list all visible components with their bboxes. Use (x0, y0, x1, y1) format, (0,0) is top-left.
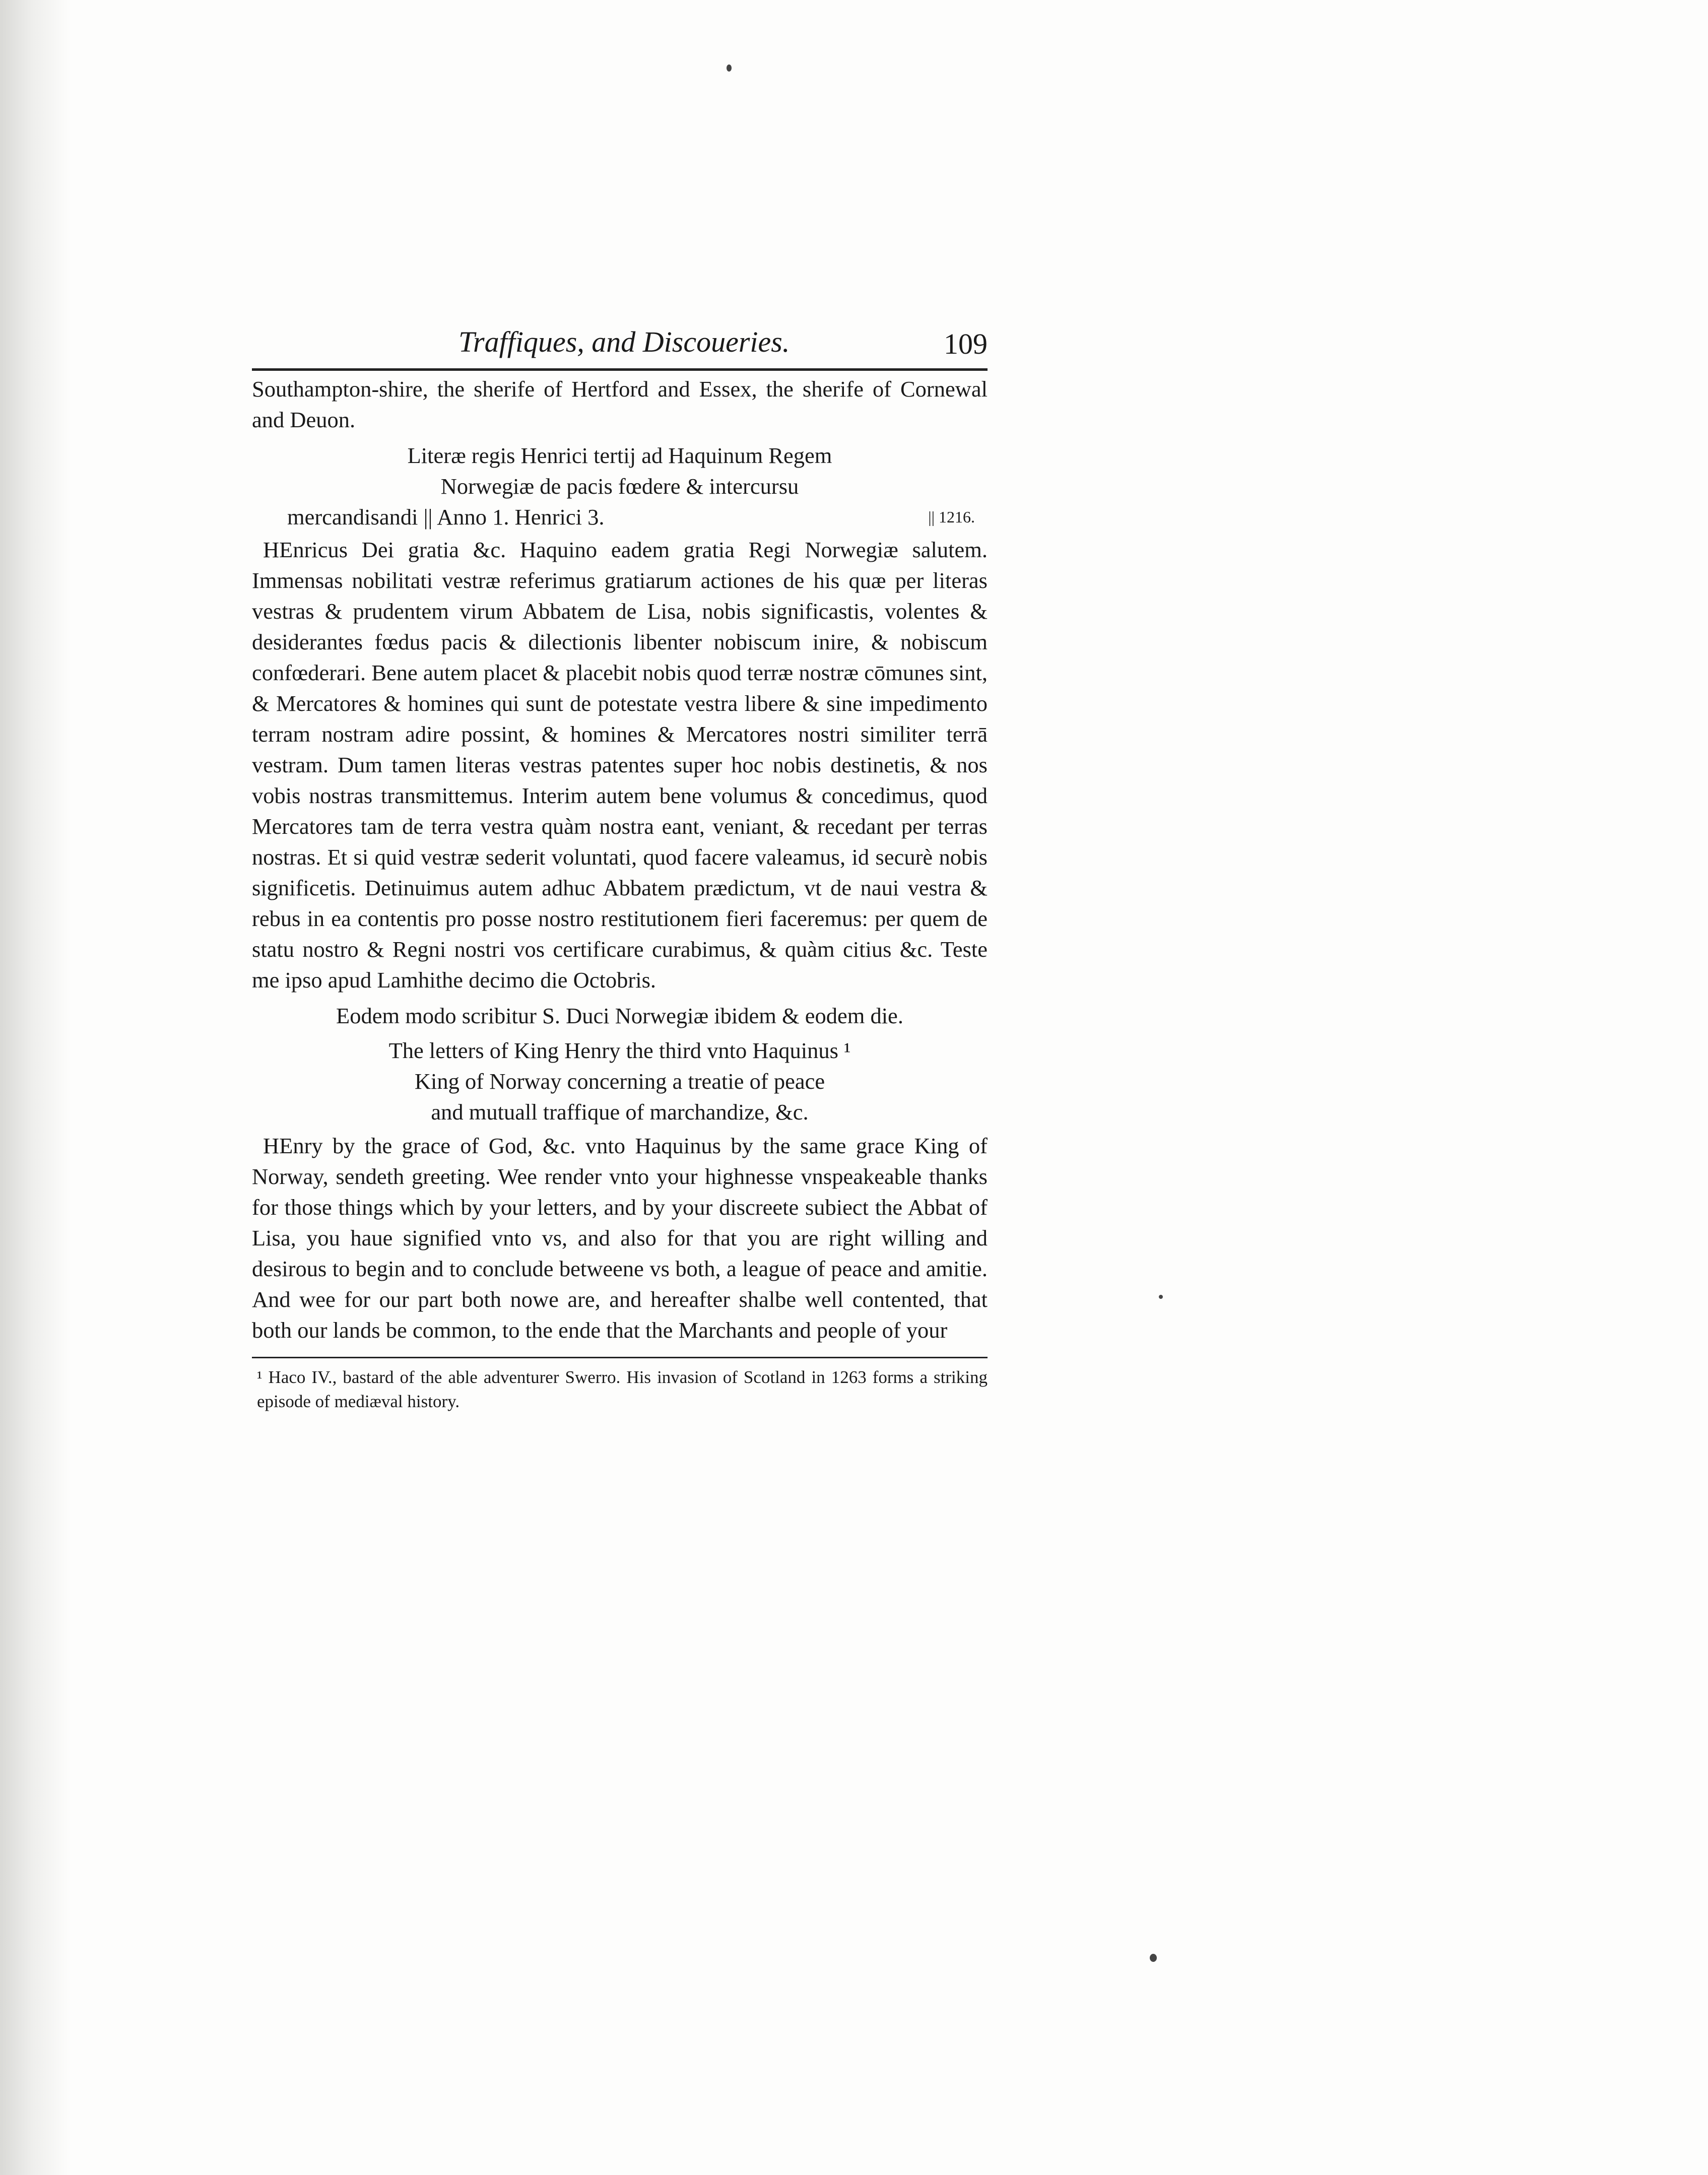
page-header (252, 325, 988, 365)
english-letter-heading (252, 1035, 988, 1128)
footnote-rule (252, 1357, 988, 1358)
page-body (252, 325, 988, 1414)
latin-heading-line-1: Literæ regis Henrici tertij ad Haquinum Regem (407, 443, 832, 468)
margin-note-year: || 1216. (928, 508, 975, 526)
ink-speck (727, 64, 732, 72)
english-letter-text: HEnry by the grace of God, &c. vnto Haquinus by the same grace King of Norway, sendeth greeting. Wee render vnto your highnesse vnspeakeable thanks for those things which by your letters, and by your discreete subiect the Abbat of Lisa, you haue signified vnto vs, and also for that you are right willing and desirous to begin and to conclude betweene vs both, a league of peace and amitie. And wee for our part both nowe are, and hereafter shalbe well contented, that both our lands be common, to the ende that the Marchants and people of your (252, 1133, 988, 1343)
running-head: Traffiques, and Discoueries. (458, 325, 790, 358)
page-edge-shadow (0, 0, 71, 2175)
ink-speck (1159, 1295, 1163, 1299)
english-heading-line-2: King of Norway concerning a treatie of peace (414, 1069, 825, 1094)
latin-letter-heading (252, 440, 988, 533)
latin-heading-line-2: Norwegiæ de pacis fœdere & intercursu (440, 474, 799, 499)
continuation-paragraph: Southampton-shire, the sherife of Hertford and Essex, the sherife of Cornewal and Deuon. (252, 376, 988, 432)
header-rule (252, 368, 988, 371)
english-heading-line-1: The letters of King Henry the third vnto Haquinus ¹ (388, 1038, 851, 1063)
latin-heading-date-line: mercandisandi || Anno 1. Henrici 3. (287, 504, 605, 530)
footnote: ¹ Haco IV., bastard of the able adventurer Swerro. His invasion of Scotland in 1263 forms a striking episode of mediæval history. (257, 1367, 988, 1411)
page-number: 109 (944, 327, 988, 360)
eodem-line: Eodem modo scribitur S. Duci Norwegiæ ibidem & eodem die. (336, 1003, 903, 1028)
ink-speck (1150, 1954, 1157, 1962)
latin-letter-text: HEnricus Dei gratia &c. Haquino eadem gratia Regi Norwegiæ salutem. Immensas nobilitati vestræ referimus gratiarum actiones de his quæ per literas vestras & prudentem virum Abbatem de Lisa, nobis significastis, volentes & desiderantes fœdus pacis & dilectionis libenter nobiscum inire, & nobiscum confœderari. Bene autem placet & placebit nobis quod terræ nostræ cōmunes sint, & Mercatores & homines qui sunt de potestate vestra libere & sine impedimento terram nostram adire possint, & homines & Mercatores nostri similiter terrā vestram. Dum tamen literas vestras patentes super hoc nobis destinetis, & nos vobis nostras transmittemus. Interim autem bene volumus & concedimus, quod Mercatores tam de terra vestra quàm nostra eant, veniant, & recedant per terras nostras. Et si quid vestræ sederit voluntati, quod facere valeamus, id securè nobis significetis. Detinuimus autem adhuc Abbatem prædictum, vt de naui vestra & rebus in ea contentis pro posse nostro restitutionem fieri faceremus: per quem de statu nostro & Regni nostri vos certificare curabimus, & quàm citius &c. Teste me ipso apud Lamhithe decimo die Octobris. (252, 537, 988, 993)
latin-heading-line-3 (252, 502, 988, 533)
english-heading-line-3: and mutuall traffique of marchandize, &c. (431, 1099, 809, 1125)
